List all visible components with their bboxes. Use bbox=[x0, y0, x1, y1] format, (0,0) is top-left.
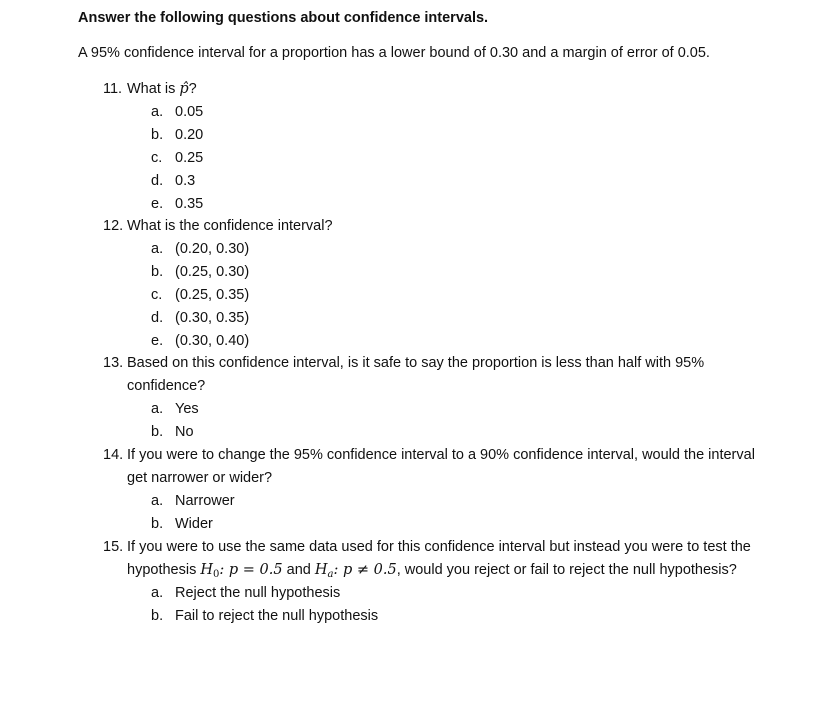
question-number: 11. bbox=[103, 81, 123, 97]
page-heading: Answer the following questions about confidence intervals. bbox=[78, 10, 489, 26]
question-number: 13. bbox=[103, 355, 124, 371]
alternative-hypothesis: $H_a$: p ≠ 0.5 bbox=[314, 562, 397, 580]
null-hypothesis: $H_0$: p = 0.5 bbox=[200, 562, 283, 580]
option-b[interactable]: b. (0.25, 0.30) bbox=[151, 264, 250, 280]
option-a[interactable]: a. Narrower bbox=[151, 493, 235, 509]
question-13 bbox=[103, 352, 763, 444]
option-c[interactable]: c. 0.25 bbox=[151, 150, 204, 166]
option-c[interactable]: c. (0.25, 0.35) bbox=[151, 287, 250, 303]
question-15 bbox=[103, 536, 753, 628]
question-number: 15. bbox=[103, 539, 124, 555]
answer-options bbox=[103, 101, 763, 216]
question-11 bbox=[103, 78, 763, 216]
option-b[interactable]: b. Wider bbox=[151, 516, 213, 532]
option-a[interactable]: a. Reject the null hypothesis bbox=[151, 585, 341, 601]
question-text: If you were to change the 95% confidence interval to a 90% confidence interval, would the interval get narrower or wider? bbox=[127, 447, 755, 486]
question-text: What is the confidence interval? bbox=[127, 218, 333, 234]
question-12 bbox=[103, 215, 763, 353]
problem-intro: A 95% confidence interval for a proportion has a lower bound of 0.30 and a margin of error of 0.05. bbox=[78, 45, 710, 61]
question-14 bbox=[103, 444, 763, 536]
option-d[interactable]: d. 0.3 bbox=[151, 173, 196, 189]
option-b[interactable]: b. No bbox=[151, 424, 194, 440]
answer-options bbox=[103, 582, 753, 628]
option-e[interactable]: e. (0.30, 0.40) bbox=[151, 333, 250, 349]
question-text: If you were to use the same data used for this confidence interval but instead you were to test the hypothesis $H_0$: p = 0.5 and $H_a$: p ≠ 0.5, would you reject or fail to reject the null hypothesis? bbox=[127, 539, 751, 580]
option-e[interactable]: e. 0.35 bbox=[151, 196, 204, 212]
option-d[interactable]: d. (0.30, 0.35) bbox=[151, 310, 250, 326]
option-a[interactable]: a. (0.20, 0.30) bbox=[151, 241, 250, 257]
question-text: Based on this confidence interval, is it safe to say the proportion is less than half with 95% confidence? bbox=[127, 355, 705, 394]
question-number: 12. bbox=[103, 218, 124, 234]
answer-options bbox=[103, 238, 763, 353]
option-a[interactable]: a. Yes bbox=[151, 401, 199, 417]
answer-options bbox=[103, 398, 763, 444]
option-b[interactable]: b. Fail to reject the null hypothesis bbox=[151, 608, 379, 624]
p-hat-symbol: p̂ bbox=[179, 81, 189, 97]
answer-options bbox=[103, 490, 763, 536]
option-a[interactable]: a. 0.05 bbox=[151, 104, 204, 120]
question-number: 14. bbox=[103, 447, 124, 463]
option-b[interactable]: b. 0.20 bbox=[151, 127, 204, 143]
question-text: What is p̂? bbox=[127, 81, 197, 97]
